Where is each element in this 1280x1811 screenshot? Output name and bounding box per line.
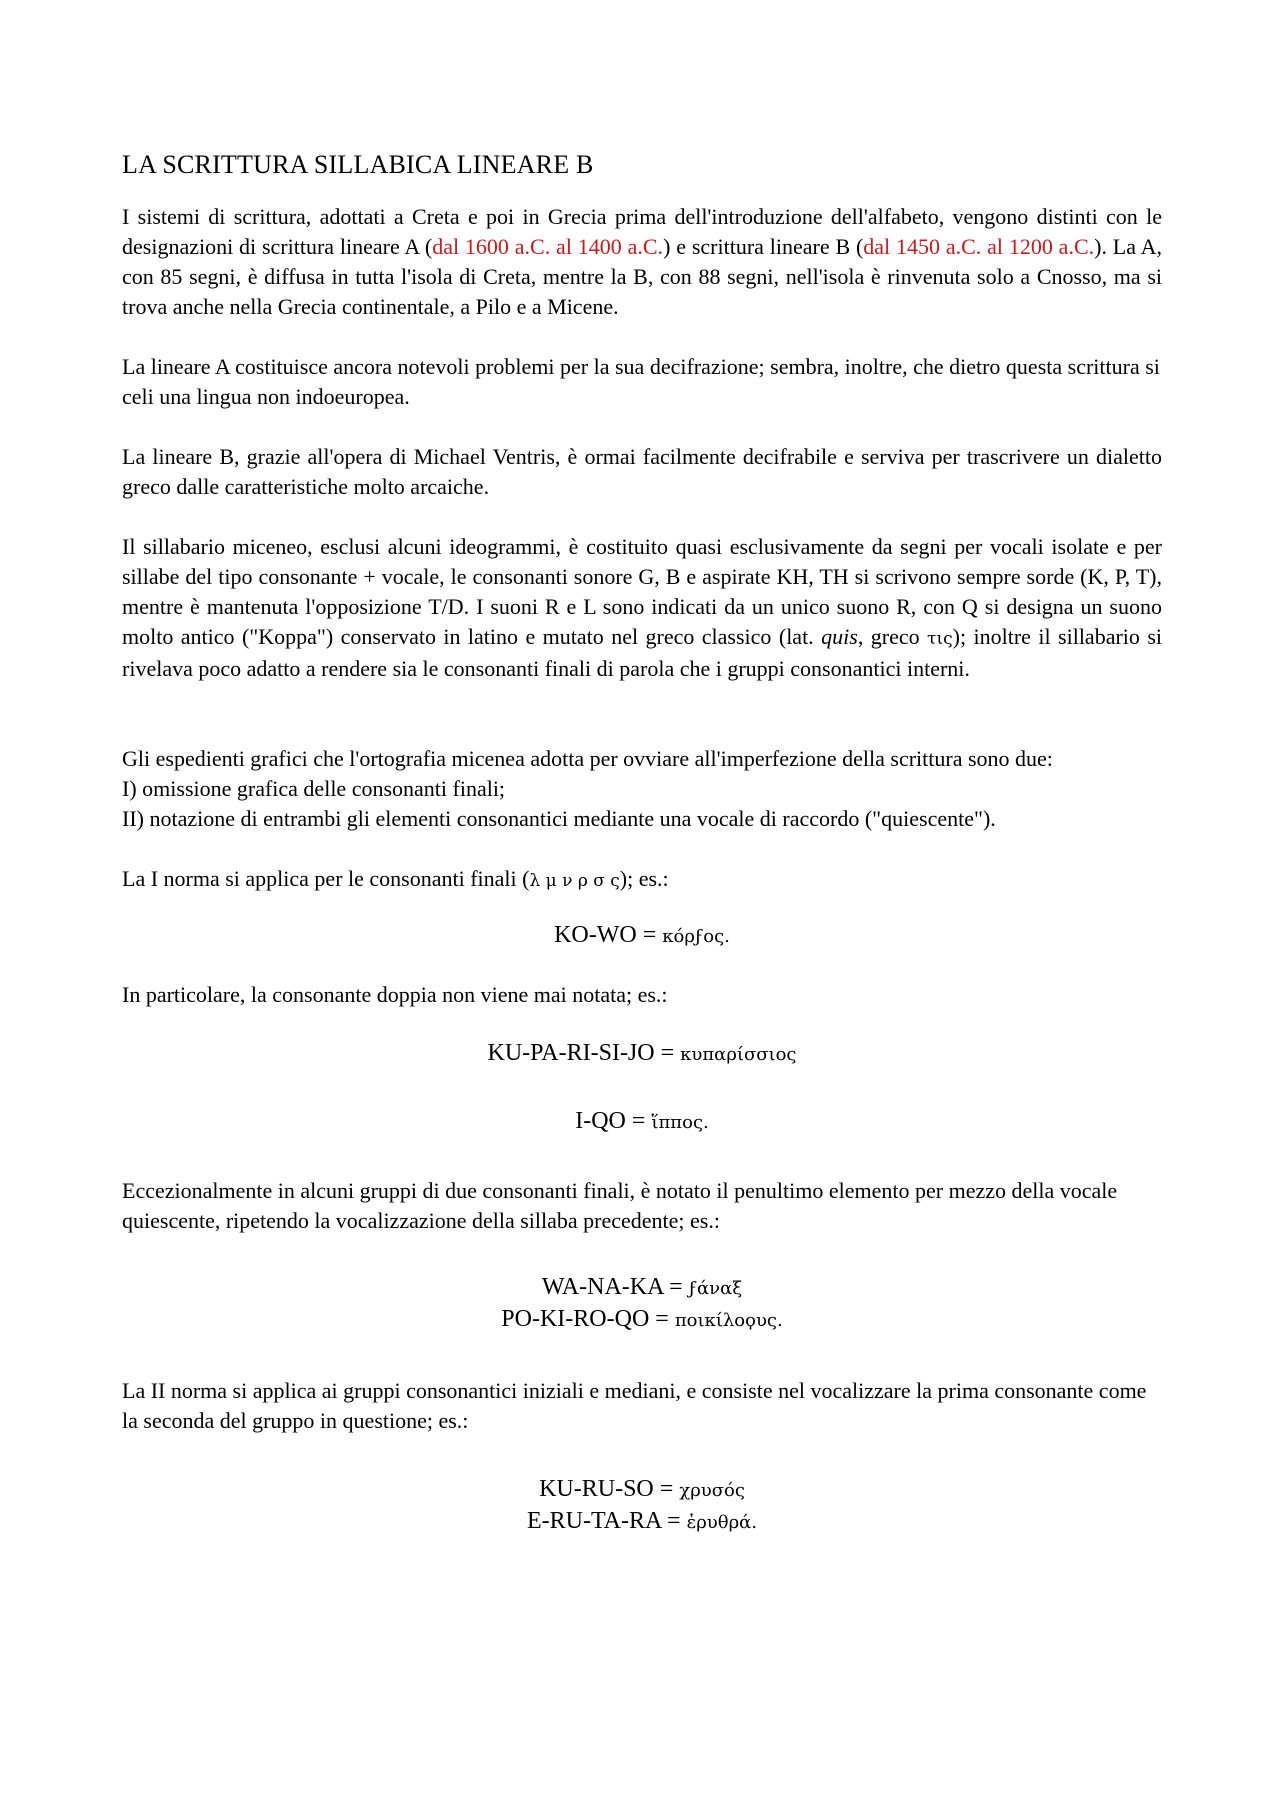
latin-word: quis [821, 624, 858, 649]
example-equation [122, 1106, 1162, 1138]
syllabic-form: WA-NA-KA = [541, 1274, 689, 1300]
text-span: ); es.: [619, 866, 669, 891]
syllabic-form: KO-WO = [554, 922, 663, 948]
paragraph-rule-two: La II norma si applica ai gruppi consonantici iniziali e mediani, e consiste nel vocalizzare la prima consonante come la seconda del gruppo in questione; es.: [122, 1378, 1147, 1433]
example-equation [122, 1506, 1162, 1538]
syllabic-form: KU-RU-SO = [539, 1476, 680, 1502]
page-title: LA SCRITTURA SILLABICA LINEARE B [122, 150, 594, 179]
example-equation [122, 1474, 1162, 1506]
date-range-linear-b: dal 1450 a.C. al 1200 a.C. [863, 234, 1095, 259]
greek-form: ποικίλοϙυς. [674, 1310, 783, 1331]
greek-letters: λ μ ν ρ σ ς [529, 871, 620, 891]
example-equation [122, 920, 1162, 952]
document-page [122, 150, 1162, 1538]
text-span: , greco [857, 624, 928, 649]
paragraph-linear-a: La lineare A costituisce ancora notevoli problemi per la sua decifrazione; sembra, inoltre, che dietro questa scrittura si celi una lingua non indoeuropea. [122, 354, 1160, 409]
text-span: ). La A, con 85 segni, è diffusa in tutta l'isola di Creta, mentre la B, con 88 segni, nell'isola è rinvenuta solo a Cnosso, ma si trova anche nella Grecia continentale, a Pilo e a Micene. [122, 234, 1163, 319]
date-range-linear-a: dal 1600 a.C. al 1400 a.C. [432, 234, 664, 259]
greek-form: ἐρυθρά. [686, 1512, 758, 1533]
text-span: ) e scrittura lineare B ( [663, 234, 864, 259]
greek-form: χρυσός [679, 1480, 745, 1501]
example-equation [122, 1272, 1162, 1304]
paragraph-rule-one [122, 864, 1162, 896]
greek-form: κόρϝος. [662, 926, 730, 947]
greek-form: κυπαρίσσιος [680, 1044, 797, 1065]
text-span: ); inoltre il sillabario si rivelava poco adatto a rendere sia le consonanti finali di parola che i gruppi consonantici interni. [122, 624, 1163, 681]
greek-word: τις [927, 629, 953, 649]
example-equation [122, 1038, 1162, 1070]
paragraph-linear-b: La lineare B, grazie all'opera di Michael Ventris, è ormai facilmente decifrabile e serviva per trascrivere un dialetto greco dalle caratteristiche molto arcaiche. [122, 444, 1162, 499]
greek-form: ϝάναξ [688, 1278, 743, 1299]
paragraph-syllabary [122, 532, 1162, 684]
syllabic-form: E-RU-TA-RA = [526, 1508, 687, 1534]
list-item: I) omissione grafica delle consonanti finali; [122, 776, 506, 801]
example-equation [122, 1304, 1162, 1336]
paragraph-expedients [122, 744, 1162, 834]
syllabic-form: KU-PA-RI-SI-JO = [487, 1040, 681, 1066]
paragraph-intro [122, 202, 1162, 322]
greek-form: ἵππος. [651, 1112, 709, 1133]
syllabic-form: PO-KI-RO-QO = [501, 1306, 675, 1332]
text-span: Il sillabario miceneo, esclusi alcuni ideogrammi, è costituito quasi esclusivamente da segni per vocali isolate e per sillabe del tipo consonante + vocale, le consonanti sonore G, B e aspirate KH, TH si scrivono sempre sorde (K, P, T), mentre è mantenuta l'opposizione T/D. I suoni R e L sono indicati da un unico suono R, con Q si designa un suono molto antico ("Koppa") conservato in latino e mutato nel greco classico (lat. [122, 534, 1162, 649]
syllabic-form: I-QO = [575, 1108, 652, 1134]
text-span: La I norma si applica per le consonanti finali ( [122, 866, 530, 891]
paragraph-exception: Eccezionalmente in alcuni gruppi di due consonanti finali, è notato il penultimo elemento per mezzo della vocale quiescente, ripetendo la vocalizzazione della sillaba precedente; es.: [122, 1178, 1118, 1233]
list-item: II) notazione di entrambi gli elementi consonantici mediante una vocale di raccordo ("quiescente"). [122, 806, 996, 831]
text-span: Gli espedienti grafici che l'ortografia micenea adotta per ovviare all'imperfezione della scrittura sono due: [122, 746, 1053, 771]
text-span: I sistemi di scrittura, adottati a Creta e poi in Grecia prima dell'introduzione dell'alfabeto, vengono distinti con le designazioni di scrittura lineare A ( [122, 204, 1162, 259]
paragraph-double-consonant: In particolare, la consonante doppia non viene mai notata; es.: [122, 982, 668, 1007]
